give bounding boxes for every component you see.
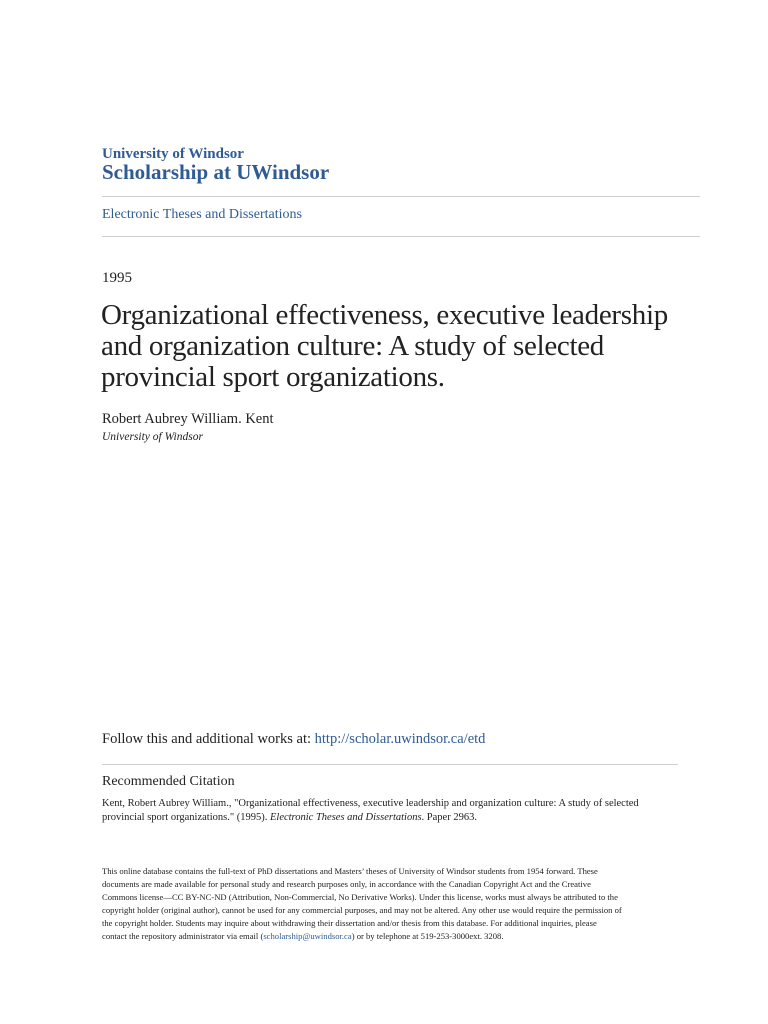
follow-line (102, 731, 485, 748)
notice-line (102, 930, 674, 943)
citation-fragment: provincial sport organizations." (1995). (102, 811, 270, 823)
title-line: Organizational effectiveness, executive leadership (101, 299, 668, 331)
author-name: Robert Aubrey William. Kent (102, 411, 274, 427)
follow-text: Follow this and additional works at: (102, 731, 315, 747)
citation-text (102, 797, 662, 824)
divider-top (102, 196, 700, 197)
title-line: provincial sport organizations. (101, 361, 445, 393)
document-title (101, 300, 701, 393)
notice-fragment: contact the repository administrator via email ( (102, 930, 264, 941)
email-link[interactable]: scholarship@uwindsor.ca (263, 930, 352, 941)
copyright-notice (102, 865, 674, 942)
author-affiliation: University of Windsor (102, 431, 203, 443)
citation-series: Electronic Theses and Dissertations (269, 811, 422, 823)
title-line: and organization culture: A study of selected (101, 330, 604, 362)
follow-link[interactable]: http://scholar.uwindsor.ca/etd (314, 731, 486, 747)
citation-fragment: . Paper 2963. (421, 811, 477, 823)
notice-line: This online database contains the full-text of PhD dissertations and Masters’ theses of University of Windsor students from 1954 forward. These (102, 866, 598, 876)
collection-link[interactable]: Electronic Theses and Dissertations (102, 207, 302, 222)
notice-line: the copyright holder. Students may inquire about withdrawing their dissertation and/or thesis from this database. For additional inquiries, please (102, 917, 597, 928)
publication-year: 1995 (102, 270, 132, 286)
notice-line: Commons license—CC BY-NC-ND (Attribution, Non-Commercial, No Derivative Works). Under this license, works must always be attributed to the (102, 891, 618, 902)
citation-heading: Recommended Citation (102, 774, 235, 789)
divider-citation (102, 764, 678, 765)
notice-line: copyright holder (original author), cannot be used for any commercial purposes, and may not be altered. Any other use would require the permission of (102, 904, 622, 915)
institution-name: University of Windsor (102, 146, 244, 162)
repository-name: Scholarship at UWindsor (102, 160, 330, 184)
divider-collection (102, 236, 700, 237)
citation-line: Kent, Robert Aubrey William., "Organizational effectiveness, executive leadership and organization culture: A study of selected (102, 798, 639, 809)
notice-fragment: ) or by telephone at 519-253-3000ext. 3208. (351, 930, 504, 941)
citation-line (102, 811, 662, 825)
notice-line: documents are made available for personal study and research purposes only, in accordance with the Canadian Copyright Act and the Creative (102, 878, 591, 889)
